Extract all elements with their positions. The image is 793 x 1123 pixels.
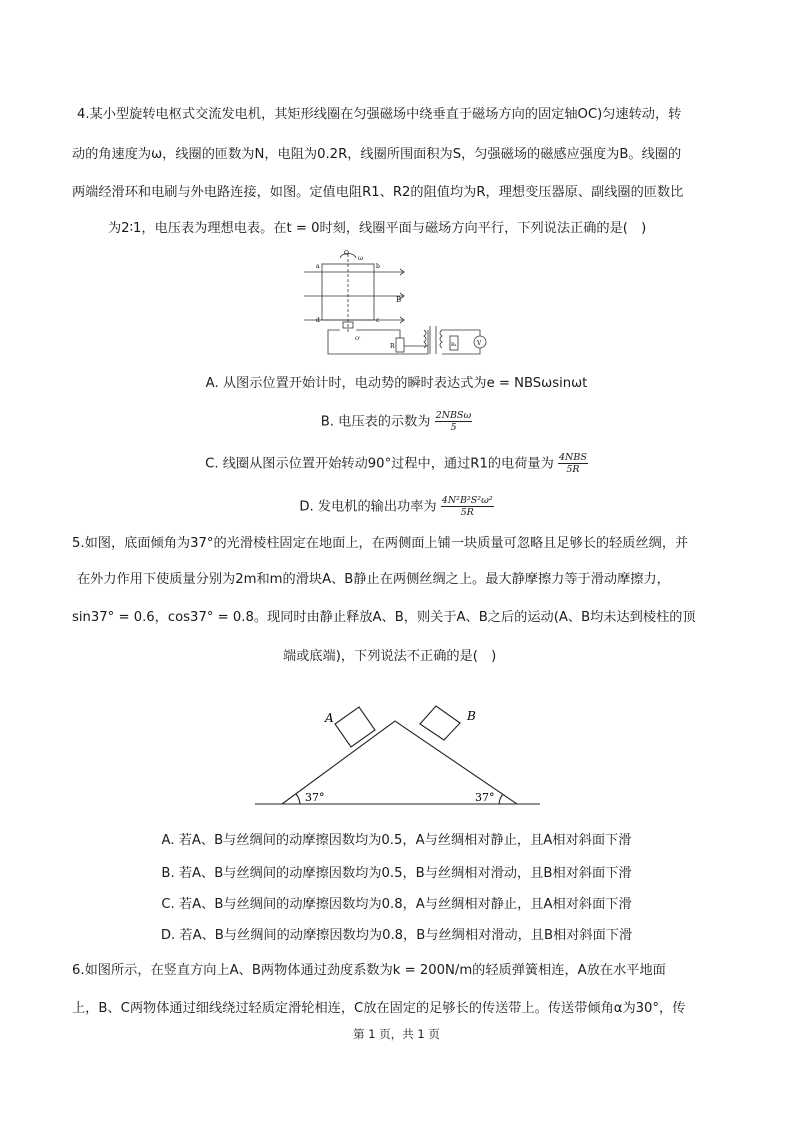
fig4-label-c: c bbox=[376, 317, 380, 324]
q5-option-d: D. 若A、B与丝绸间的动摩擦因数均为0.8，B与丝绸相对滑动，且B相对斜面下滑 bbox=[160, 928, 633, 943]
q4-option-b-fraction bbox=[435, 410, 473, 433]
q4-line-2: 动的角速度为ω，线圈的匝数为N，电阻为0.2R，线圈所围面积为S，匀强磁场的磁感应强度为B。线圈的 bbox=[72, 147, 682, 162]
fig4-label-voltmeter: V bbox=[477, 340, 482, 347]
fig5-left-angle: 37° bbox=[305, 791, 325, 804]
q4-line-3: 两端经滑环和电刷与外电路连接，如图。定值电阻R1、R2的阻值均为R，理想变压器原、副线圈的匝数比 bbox=[72, 185, 684, 200]
q4-option-b-numerator: 2NBSω bbox=[435, 410, 472, 421]
q4-option-c bbox=[0, 452, 793, 475]
fig4-label-o: O bbox=[344, 250, 349, 257]
q4-option-b-text: B. 电压表的示数为 bbox=[320, 414, 431, 430]
q4-option-d-denominator: 5R bbox=[460, 507, 474, 518]
q5-line-3: sin37° = 0.6，cos37° = 0.8。现同时由静止释放A、B，则关于A、B之后的运动(A、B均未达到棱柱的顶 bbox=[72, 610, 696, 625]
q5-option-c: C. 若A、B与丝绸间的动摩擦因数均为0.8，A与丝绸相对静止，且A相对斜面下滑 bbox=[161, 897, 632, 912]
q4-option-d-text: D. 发电机的输出功率为 bbox=[299, 499, 437, 515]
q4-option-b-denominator: 5 bbox=[450, 422, 457, 433]
fig4-label-r: R bbox=[390, 343, 395, 350]
fig4-label-omega: ω bbox=[358, 255, 363, 262]
fig5-label-b: B bbox=[467, 709, 476, 723]
q4-line-1: 4.某小型旋转电枢式交流发电机，其矩形线圈在匀强磁场中绕垂直于磁场方向的固定轴OC)匀速转动，转 bbox=[77, 107, 682, 122]
q4-option-c-fraction bbox=[558, 452, 588, 475]
q5-line-2: 在外力作用下使质量分别为2m和m的滑块A、B静止在两侧丝绸之上。最大静摩擦力等于滑动摩擦力， bbox=[77, 572, 670, 587]
q4-option-c-text: C. 线圈从图示位置开始转动90°过程中，通过R1的电荷量为 bbox=[205, 456, 554, 472]
fig4-label-o-prime: O' bbox=[355, 336, 361, 342]
fig4-label-a: a bbox=[316, 263, 320, 270]
q5-line-1: 5.如图，底面倾角为37°的光滑棱柱固定在地面上，在两侧面上铺一块质量可忽略且足够长的轻质丝绸，并 bbox=[72, 536, 689, 551]
fig4-label-d: d bbox=[316, 317, 320, 324]
q4-option-a: A. 从图示位置开始计时，电动势的瞬时表达式为e = NBSωsinωt bbox=[205, 376, 588, 391]
q4-option-c-numerator: 4NBS bbox=[559, 452, 587, 463]
q4-option-b bbox=[0, 410, 793, 433]
q4-option-d bbox=[0, 495, 793, 518]
fig4-label-r1: R₁ bbox=[451, 342, 457, 348]
q4-option-d-fraction bbox=[441, 495, 494, 518]
q6-line-1: 6.如图所示，在竖直方向上A、B两物体通过劲度系数为k = 200N/m的轻质弹簧相连，A放在水平地面 bbox=[72, 963, 666, 978]
generator-circuit-figure bbox=[300, 250, 500, 362]
q6-line-2: 上，B、C两物体通过细线绕过轻质定滑轮相连，C放在固定的足够长的传送带上。传送带倾角α为30°，传 bbox=[72, 1001, 686, 1016]
q4-option-d-numerator: 4N²B²S²ω² bbox=[441, 495, 493, 506]
q5-option-a: A. 若A、B与丝绸间的动摩擦因数均为0.5，A与丝绸相对静止，且A相对斜面下滑 bbox=[161, 833, 632, 848]
q5-option-b: B. 若A、B与丝绸间的动摩擦因数均为0.5，B与丝绸相对滑动，且B相对斜面下滑 bbox=[161, 866, 632, 881]
prism-blocks-figure bbox=[255, 700, 545, 810]
fig5-right-angle: 37° bbox=[475, 791, 495, 804]
q4-line-4: 为2∶1，电压表为理想电表。在t = 0时刻，线圈平面与磁场方向平行，下列说法正确的是( ) bbox=[108, 221, 647, 236]
fig4-label-b: b bbox=[376, 263, 380, 270]
fig4-label-field: B bbox=[396, 296, 402, 304]
q4-option-c-denominator: 5R bbox=[566, 464, 580, 475]
fig5-label-a: A bbox=[325, 711, 334, 725]
page-footer: 第 1 页，共 1 页 bbox=[353, 1027, 440, 1041]
q5-line-4: 端或底端)，下列说法不正确的是( ) bbox=[283, 649, 497, 664]
